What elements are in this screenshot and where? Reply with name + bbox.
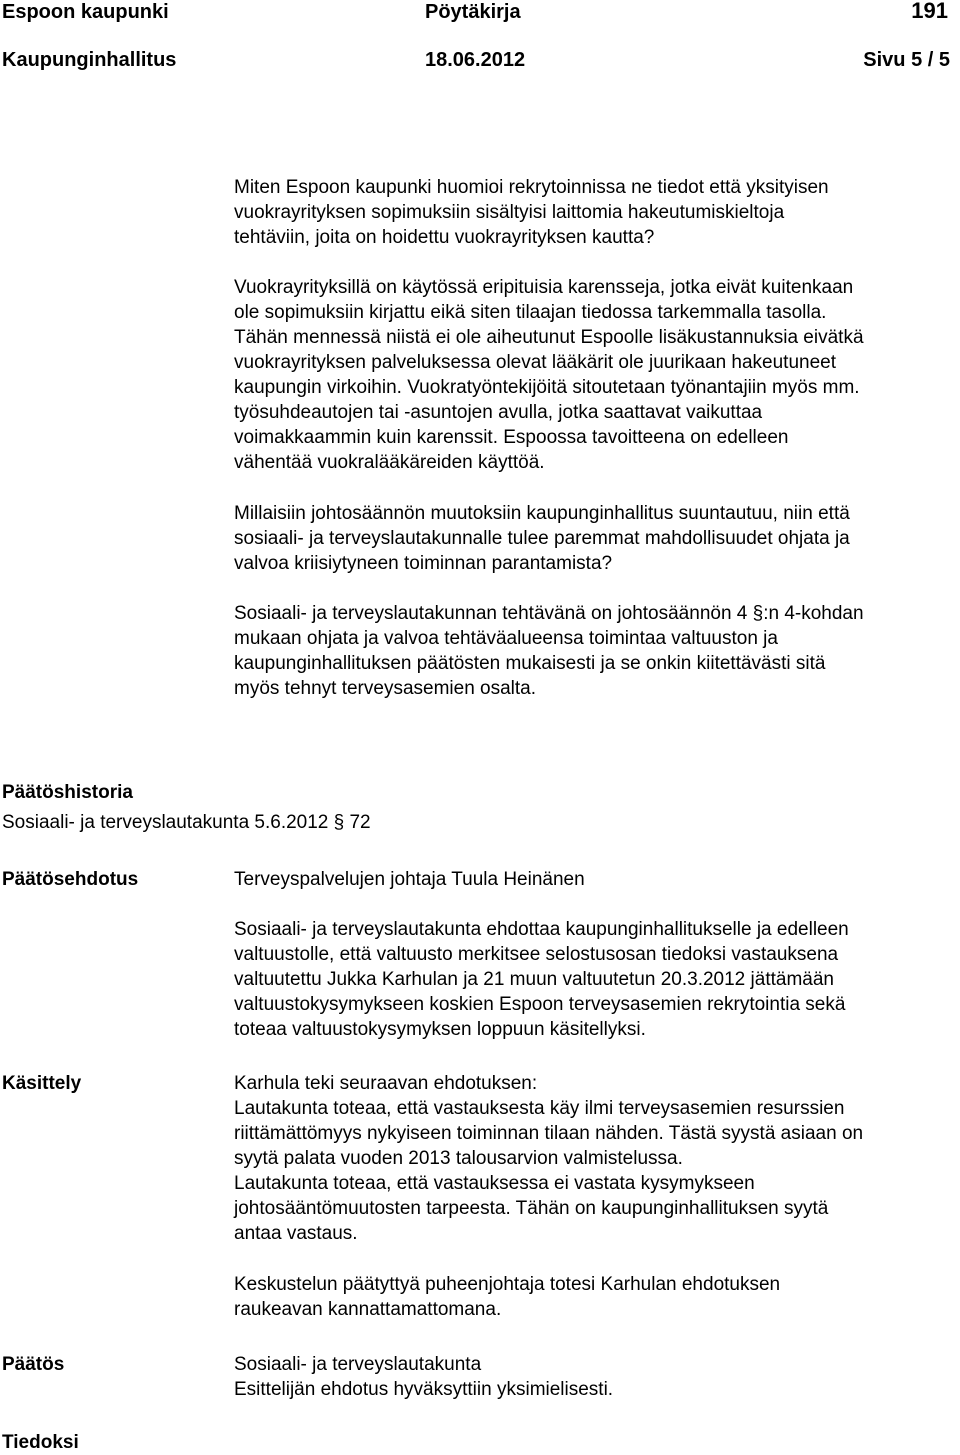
answer-2 — [234, 601, 960, 701]
question-1 — [234, 175, 960, 250]
question-2-line: valvoa kriisiytyneen toiminnan parantamista? — [234, 553, 613, 574]
answer-1-line: Vuokrayrityksillä on käytössä eripituisia karensseja, jotka eivät kuitenkaan — [234, 277, 854, 298]
answer-1 — [234, 275, 960, 475]
decision-line: Esittelijän ehdotus hyväksyttiin yksimielisesti. — [234, 1379, 614, 1400]
discussion-line: raukeavan kannattamattomana. — [234, 1299, 502, 1320]
header-date: 18.06.2012 — [425, 49, 526, 71]
proposal-author: Terveyspalvelujen johtaja Tuula Heinänen — [234, 869, 585, 890]
question-2-line: Millaisiin johtosäännön muutoksiin kaupunginhallitus suuntautuu, niin että — [234, 503, 850, 524]
discussion-line: Keskustelun päätyttyä puheenjohtaja totesi Karhulan ehdotuksen — [234, 1274, 781, 1295]
decision-text — [234, 1352, 960, 1402]
answer-2-line: mukaan ohjata ja valvoa tehtäväalueensa toimintaa valtuuston ja — [234, 628, 778, 649]
handling-line: syytä palata vuoden 2013 talousarvion valmistelussa. — [234, 1148, 683, 1169]
question-2-line: sosiaali- ja terveyslautakunnalle tulee paremmat mahdollisuudet ohjata ja — [234, 528, 850, 549]
answer-1-line: vähentää vuokralääkäreiden käyttöä. — [234, 452, 545, 473]
handling-line: Lautakunta toteaa, että vastauksesta käy ilmi terveysasemien resurssien — [234, 1098, 845, 1119]
handling-line: johtosääntömuutosten tarpeesta. Tähän on kaupunginhallituksen syytä — [234, 1198, 829, 1219]
header-org: Espoon kaupunki — [2, 1, 169, 23]
handling-line: antaa vastaus. — [234, 1223, 358, 1244]
answer-1-line: vuokrayrityksen palveluksessa olevat lääkärit ole juurikaan hakeutuneet — [234, 352, 837, 373]
proposal-line: valtuutettu Jukka Karhulan ja 21 muun valtuutetun 20.3.2012 jättämään — [234, 969, 834, 990]
history-heading: Päätöshistoria — [2, 782, 133, 803]
answer-1-line: ole sopimuksiin kirjattu eikä siten tilaajan tiedossa tarkemmalla tasolla. — [234, 302, 827, 323]
handling-line: Karhula teki seuraavan ehdotuksen: — [234, 1073, 538, 1094]
question-1-line: vuokrayrityksen sopimuksiin sisältyisi laittomia hakeutumiskieltoja — [234, 202, 785, 223]
proposal-text — [234, 917, 960, 1042]
header-body: Kaupunginhallitus — [2, 49, 177, 71]
history-entry: Sosiaali- ja terveyslautakunta 5.6.2012 § 72 — [2, 812, 371, 833]
answer-2-line: myös tehnyt terveysasemien osalta. — [234, 678, 537, 699]
answer-2-line: Sosiaali- ja terveyslautakunnan tehtävänä on johtosäännön 4 §:n 4-kohdan — [234, 603, 864, 624]
question-1-line: Miten Espoon kaupunki huomioi rekrytoinnissa ne tiedot että yksityisen — [234, 177, 829, 198]
answer-1-line: kaupungin virkoihin. Vuokratyöntekijöitä sitoutetaan työnantajiin myös mm. — [234, 377, 860, 398]
proposal-line: Sosiaali- ja terveyslautakunta ehdottaa kaupunginhallitukselle ja edelleen — [234, 919, 849, 940]
answer-1-line: Tähän mennessä niistä ei ole aiheutunut Espoolle lisäkustannuksia eivätkä — [234, 327, 864, 348]
handling-line: Lautakunta toteaa, että vastauksessa ei vastata kysymykseen — [234, 1173, 755, 1194]
proposal-line: toteaa valtuustokysymyksen loppuun käsitellyksi. — [234, 1019, 646, 1040]
handling-discussion — [234, 1272, 960, 1322]
decision-label: Päätös — [2, 1354, 65, 1375]
handling-line: riittämättömyys nykyiseen toiminnan tilaan nähden. Tästä syystä asiaan on — [234, 1123, 864, 1144]
notice-label: Tiedoksi — [2, 1432, 79, 1453]
header-doc-type: Pöytäkirja — [425, 1, 521, 23]
handling-label: Käsittely — [2, 1073, 82, 1094]
header-page-number: 191 — [911, 0, 948, 23]
proposal-line: valtuustolle, että valtuusto merkitsee selostusosan tiedoksi vastauksena — [234, 944, 839, 965]
question-2 — [234, 501, 960, 576]
proposal-line: valtuustokysymykseen koskien Espoon terveysasemien rekrytointia sekä — [234, 994, 846, 1015]
answer-1-line: voimakkaammin kuin karenssit. Espoossa tavoitteena on edelleen — [234, 427, 789, 448]
proposal-label: Päätösehdotus — [2, 869, 139, 890]
header-page-of: Sivu 5 / 5 — [863, 49, 950, 71]
decision-line: Sosiaali- ja terveyslautakunta — [234, 1354, 482, 1375]
handling-text — [234, 1071, 960, 1246]
question-1-line: tehtäviin, joita on hoidettu vuokrayrityksen kautta? — [234, 227, 655, 248]
answer-1-line: työsuhdeautojen tai -asuntojen avulla, jotka saattavat vaikuttaa — [234, 402, 763, 423]
answer-2-line: kaupunginhallituksen päätösten mukaisesti ja se onkin kiitettävästi sitä — [234, 653, 826, 674]
